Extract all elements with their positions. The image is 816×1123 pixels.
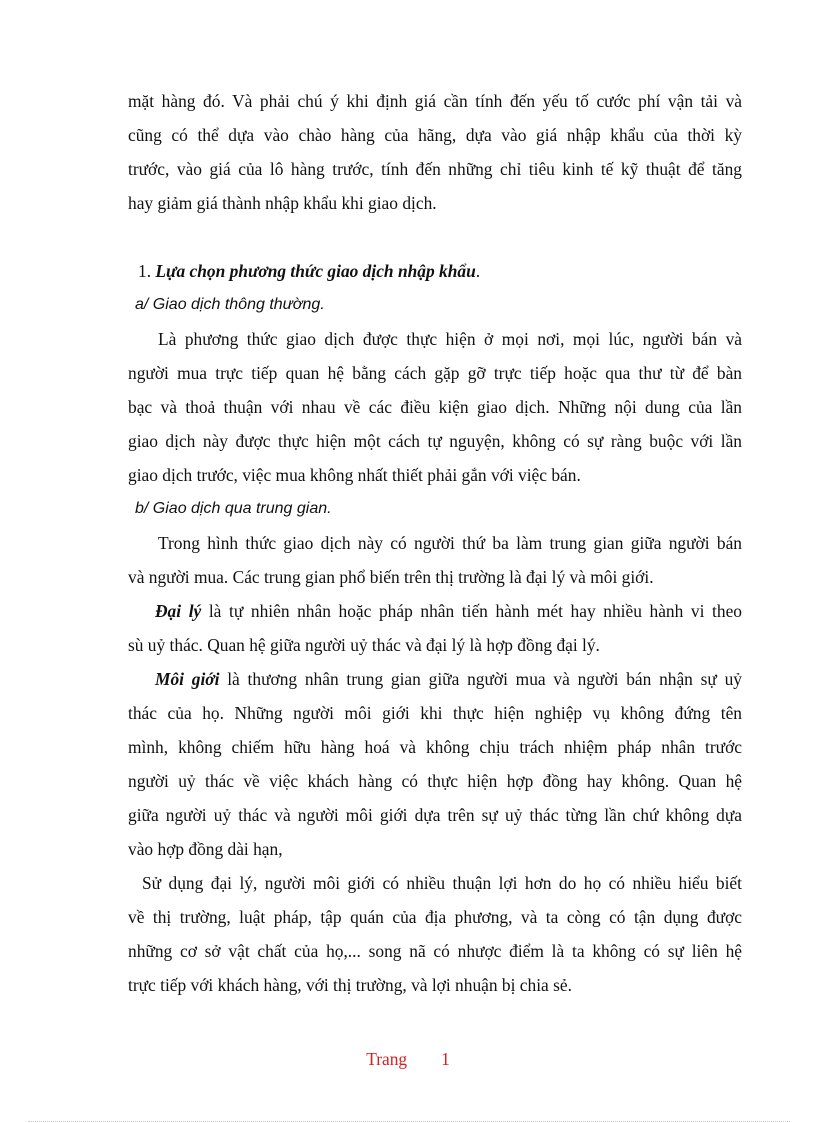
subsection-heading-b: b/ Giao dịch qua trung gian. — [135, 500, 332, 517]
paragraph-intro — [128, 84, 742, 220]
text-line: Sử dụng đại lý, người môi giới có nhiều thuận lợi hơn do họ có nhiều hiểu biết — [142, 873, 742, 893]
section-title: Lựa chọn phương thức giao dịch nhập khẩu — [155, 261, 476, 281]
text-line: cũng có thể dựa vào chào hàng của hãng, dựa vào giá nhập khẩu của thời kỳ — [128, 125, 742, 145]
text-line: và người mua. Các trung gian phổ biến trên thị trường là đại lý và môi giới. — [128, 567, 654, 587]
text-line: mặt hàng đó. Và phải chú ý khi định giá cần tính đến yếu tố cước phí vận tải và — [128, 91, 742, 111]
text-line: vào hợp đồng dài hạn, — [128, 839, 283, 859]
page-footer — [0, 1049, 816, 1070]
term-broker: Môi giới — [155, 669, 220, 689]
subsection-heading-a: a/ Giao dịch thông thường. — [135, 296, 325, 313]
text-fragment: là thương nhân trung gian giữa người mua và người bán nhận sự uỷ — [219, 669, 742, 689]
paragraph-intermediary — [128, 526, 742, 594]
text-line: trực tiếp với khách hàng, với thị trường, và lợi nhuận bị chia sẻ. — [128, 975, 572, 995]
term-agent: Đại lý — [155, 601, 202, 621]
footer-page-label: Trang — [366, 1049, 408, 1069]
section-title-period: . — [475, 261, 481, 281]
section-heading — [128, 254, 742, 288]
paragraph-advantages — [128, 866, 742, 1002]
text-line: người mua trực tiếp quan hệ bằng cách gặp gỡ trực tiếp hoặc qua thư từ để bàn — [128, 363, 742, 383]
text-line: Trong hình thức giao dịch này có người thứ ba làm trung gian giữa người bán — [158, 533, 742, 553]
paragraph-broker — [128, 662, 742, 866]
text-line: những cơ sở vật chất của họ,... song nã có nhược điểm là ta không có sự liên hệ — [128, 941, 742, 961]
paragraph-agent — [128, 594, 742, 662]
text-line: mình, không chiếm hữu hàng hoá và không chịu trách nhiệm pháp nhân trước — [128, 737, 742, 757]
text-line: về thị trường, luật pháp, tập quán của địa phương, và ta còng có tận dụng được — [128, 907, 742, 927]
paragraph-direct-trading — [128, 322, 742, 492]
paragraph-gap — [128, 220, 742, 254]
text-line: người uỷ thác về việc khách hàng có thực hiện hợp đồng hay không. Quan hệ — [128, 771, 742, 791]
text-line: hay giảm giá thành nhập khẩu khi giao dịch. — [128, 193, 437, 213]
text-line — [128, 662, 742, 696]
text-line: Là phương thức giao dịch được thực hiện ở mọi nơi, mọi lúc, người bán và — [158, 329, 742, 349]
section-number: 1. — [138, 261, 152, 281]
text-line: trước, vào giá của lô hàng trước, tính đến những chỉ tiêu kinh tế kỹ thuật để tăng — [128, 159, 742, 179]
page-body — [128, 84, 742, 1002]
footer-page-number: 1 — [441, 1049, 450, 1069]
text-fragment: là tự nhiên nhân hoặc pháp nhân tiến hành mét hay nhiều hành vi theo — [201, 601, 742, 621]
text-line: giữa người uỷ thác và người môi giới dựa trên sự uỷ thác từng lần chứ không dựa — [128, 805, 742, 825]
text-line: giao dịch trước, việc mua không nhất thiết phải gắn với việc bán. — [128, 465, 581, 485]
text-line: thác của họ. Những người môi giới khi thực hiện nghiệp vụ không đứng tên — [128, 703, 742, 723]
page-bottom-divider — [28, 1121, 790, 1122]
text-line: giao dịch này được thực hiện một cách tự nguyện, không có sự ràng buộc với lần — [128, 431, 742, 451]
text-line: bạc và thoả thuận với nhau về các điều kiện giao dịch. Những nội dung của lần — [128, 397, 742, 417]
text-line — [128, 594, 742, 628]
text-line: sù uỷ thác. Quan hệ giữa người uỷ thác và đại lý là hợp đồng đại lý. — [128, 635, 600, 655]
